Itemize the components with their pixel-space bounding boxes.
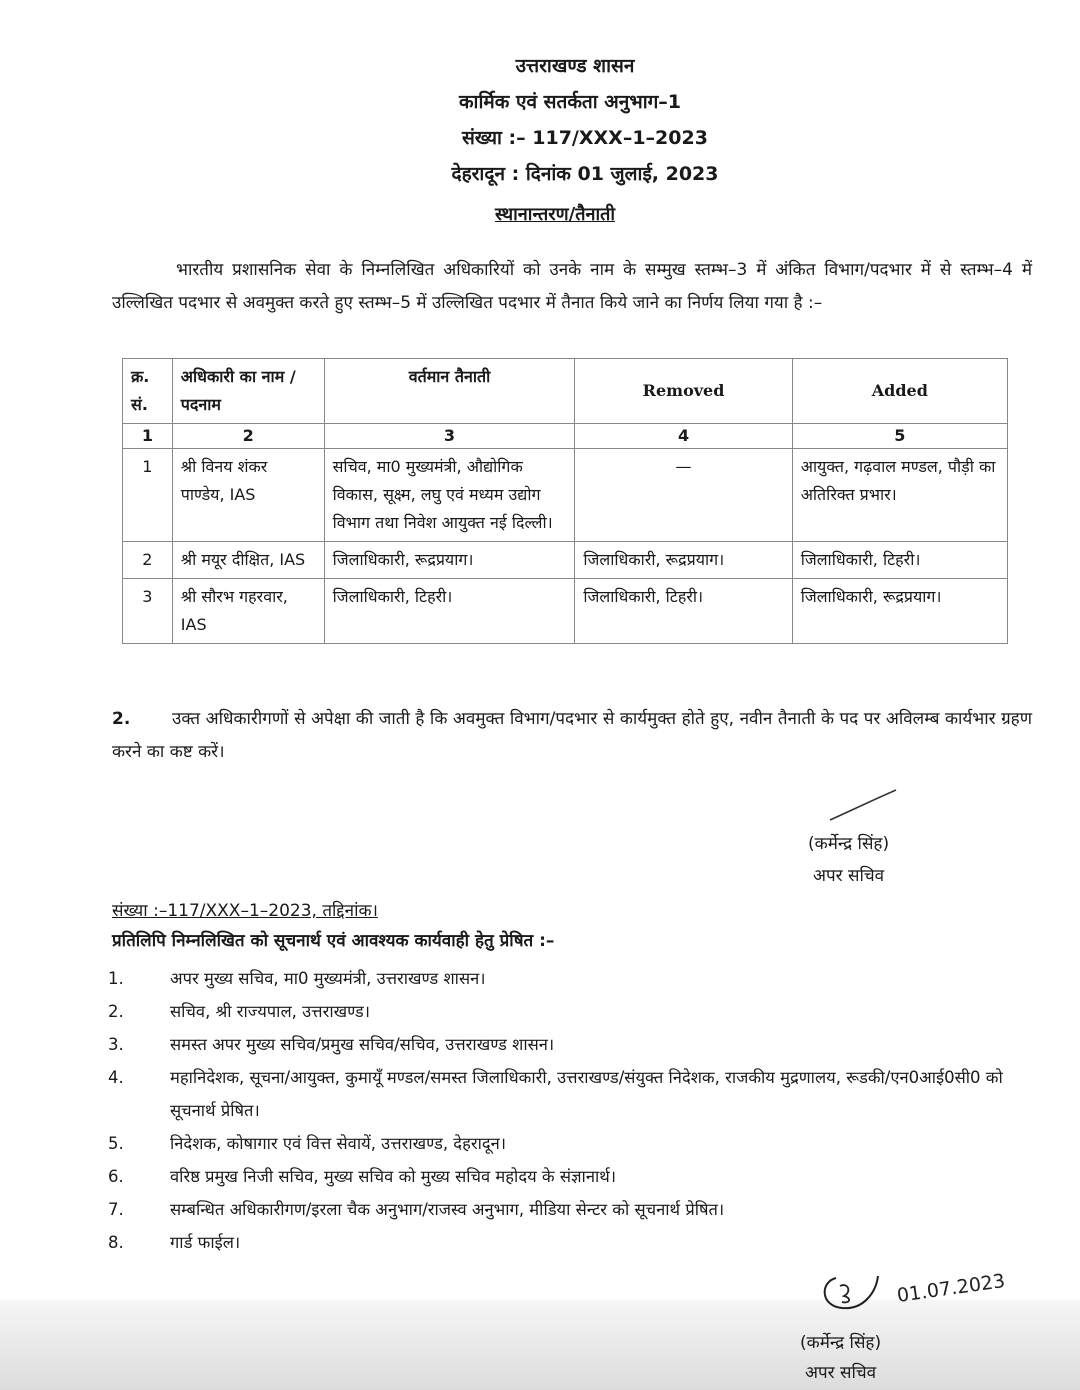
row-removed: — xyxy=(575,449,792,542)
row-officer-name: श्री सौरभ गहरवार, IAS xyxy=(172,579,324,644)
list-item-text: गार्ड फाईल। xyxy=(170,1233,241,1252)
signatory-designation: अपर सचिव xyxy=(804,1363,877,1383)
list-item-text: निदेशक, कोषागार एवं वित्त सेवायें, उत्तराखण्ड, देहरादून। xyxy=(170,1134,507,1153)
list-item-number: 7. xyxy=(108,1200,124,1219)
column-number: 1 xyxy=(123,424,173,449)
list-item-text: समस्त अपर मुख्य सचिव/प्रमुख सचिव/सचिव, उत्तराखण्ड शासन। xyxy=(170,1035,555,1054)
list-item-number: 3. xyxy=(108,1035,124,1054)
column-number: 3 xyxy=(324,424,575,449)
header-sn: क्र. सं. xyxy=(123,359,173,424)
list-item-text: महानिदेशक, सूचना/आयुक्त, कुमायूँ मण्डल/समस्त जिलाधिकारी, उत्तराखण्ड/संयुक्त निदेशक, राजकीय मुद्रणालय, रूडकी/एन0आई0सी0 को सूचनार्थ प्रेषित। xyxy=(170,1068,1003,1120)
table-row xyxy=(123,542,1008,579)
signatory-name: (कर्मेन्द्र सिंह) xyxy=(800,1333,882,1353)
list-item xyxy=(108,1028,1038,1061)
table-header-row xyxy=(123,359,1008,424)
list-item-number: 1. xyxy=(108,969,124,988)
row-added: जिलाधिकारी, टिहरी। xyxy=(792,542,1007,579)
letterhead xyxy=(0,48,1080,192)
signature-block-2 xyxy=(800,1328,881,1388)
transfer-table xyxy=(122,358,1008,644)
column-number: 4 xyxy=(575,424,792,449)
column-number: 2 xyxy=(172,424,324,449)
row-sn: 1 xyxy=(123,449,173,542)
row-sn: 3 xyxy=(123,579,173,644)
signature-block xyxy=(808,828,889,892)
list-item-text: वरिष्ठ प्रमुख निजी सचिव, मुख्य सचिव को मुख्य सचिव महोदय के संज्ञानार्थ। xyxy=(170,1167,617,1186)
place-date: देहरादून : दिनांक 01 जुलाई, 2023 xyxy=(451,163,719,185)
list-item xyxy=(108,1193,1038,1226)
copy-list xyxy=(108,962,1038,1259)
list-item-number: 6. xyxy=(108,1167,124,1186)
copy-heading: प्रतिलिपि निम्नलिखित को सूचनार्थ एवं आवश्यक कार्यवाही हेतु प्रेषित :– xyxy=(112,931,555,951)
list-item xyxy=(108,1061,1038,1127)
order-number: संख्या :– 117/XXX–1–2023 xyxy=(462,127,708,149)
list-item xyxy=(108,1127,1038,1160)
list-item xyxy=(108,1160,1038,1193)
copy-number: संख्या :–117/XXX–1–2023, तद्दिनांक। xyxy=(112,901,378,921)
subject-heading: स्थानान्तरण/तैनाती xyxy=(495,204,616,225)
header-added: Added xyxy=(792,359,1007,424)
header-current: वर्तमान तैनाती xyxy=(324,359,575,424)
list-item-text: अपर मुख्य सचिव, मा0 मुख्यमंत्री, उत्तराखण्ड शासन। xyxy=(170,969,486,988)
row-added: आयुक्त, गढ़वाल मण्डल, पौड़ी का अतिरिक्त प्रभार। xyxy=(792,449,1007,542)
row-officer-name: श्री विनय शंकर पाण्डेय, IAS xyxy=(172,449,324,542)
list-item-text: सचिव, श्री राज्यपाल, उत्तराखण्ड। xyxy=(170,1002,371,1021)
table-row xyxy=(123,449,1008,542)
table-row xyxy=(123,579,1008,644)
list-item xyxy=(108,1226,1038,1259)
row-removed: जिलाधिकारी, टिहरी। xyxy=(575,579,792,644)
signature-mark xyxy=(828,788,898,824)
header-name: अधिकारी का नाम /पदनाम xyxy=(172,359,324,424)
row-current-posting: जिलाधिकारी, रूद्रप्रयाग। xyxy=(324,542,575,579)
list-item-number: 5. xyxy=(108,1134,124,1153)
initial-signature-stamp xyxy=(818,1262,1028,1314)
list-item-text: सम्बन्धित अधिकारीगण/इरला चैक अनुभाग/राजस्व अनुभाग, मीडिया सेन्टर को सूचनार्थ प्रेषित। xyxy=(170,1200,725,1219)
stamp-date: 01.07.2023 xyxy=(895,1270,1007,1307)
list-item xyxy=(108,962,1038,995)
list-item-number: 8. xyxy=(108,1233,124,1252)
list-item-number: 2. xyxy=(108,1002,124,1021)
row-removed: जिलाधिकारी, रूद्रप्रयाग। xyxy=(575,542,792,579)
signatory-designation: अपर सचिव xyxy=(812,866,885,886)
row-added: जिलाधिकारी, रूद्रप्रयाग। xyxy=(792,579,1007,644)
header-removed: Removed xyxy=(575,359,792,424)
column-number: 5 xyxy=(792,424,1007,449)
row-current-posting: जिलाधिकारी, टिहरी। xyxy=(324,579,575,644)
paragraph-2 xyxy=(112,703,1032,769)
row-current-posting: सचिव, मा0 मुख्यमंत्री, औद्योगिक विकास, सूक्ष्म, लघु एवं मध्यम उद्योग विभाग तथा निवेश आयुक्त नई दिल्ली। xyxy=(324,449,575,542)
department-name: कार्मिक एवं सतर्कता अनुभाग–1 xyxy=(458,91,682,113)
row-sn: 2 xyxy=(123,542,173,579)
row-officer-name: श्री मयूर दीक्षित, IAS xyxy=(172,542,324,579)
column-number-row xyxy=(123,424,1008,449)
paragraph-number: 2. xyxy=(112,709,131,729)
govt-name: उत्तराखण्ड शासन xyxy=(515,55,635,77)
paragraph-text: उक्त अधिकारीगणों से अपेक्षा की जाती है कि अवमुक्त विभाग/पदभार से कार्यमुक्त होते हुए, नवीन तैनाती के पद पर अविलम्ब कार्यभार ग्रहण करने का कष्ट करें। xyxy=(112,709,1032,762)
list-item-number: 4. xyxy=(108,1068,124,1087)
list-item xyxy=(108,995,1038,1028)
signatory-name: (कर्मेन्द्र सिंह) xyxy=(808,834,890,854)
intro-paragraph: भारतीय प्रशासनिक सेवा के निम्नलिखित अधिकारियों को उनके नाम के सम्मुख स्तम्भ–3 में अंकित विभाग/पदभार में से स्तम्भ–4 में उल्लिखित पदभार से अवमुक्त करते हुए स्तम्भ–5 में उल्लिखित पदभार में तैनात किये जाने का निर्णय लिया गया है :– xyxy=(112,260,1032,313)
